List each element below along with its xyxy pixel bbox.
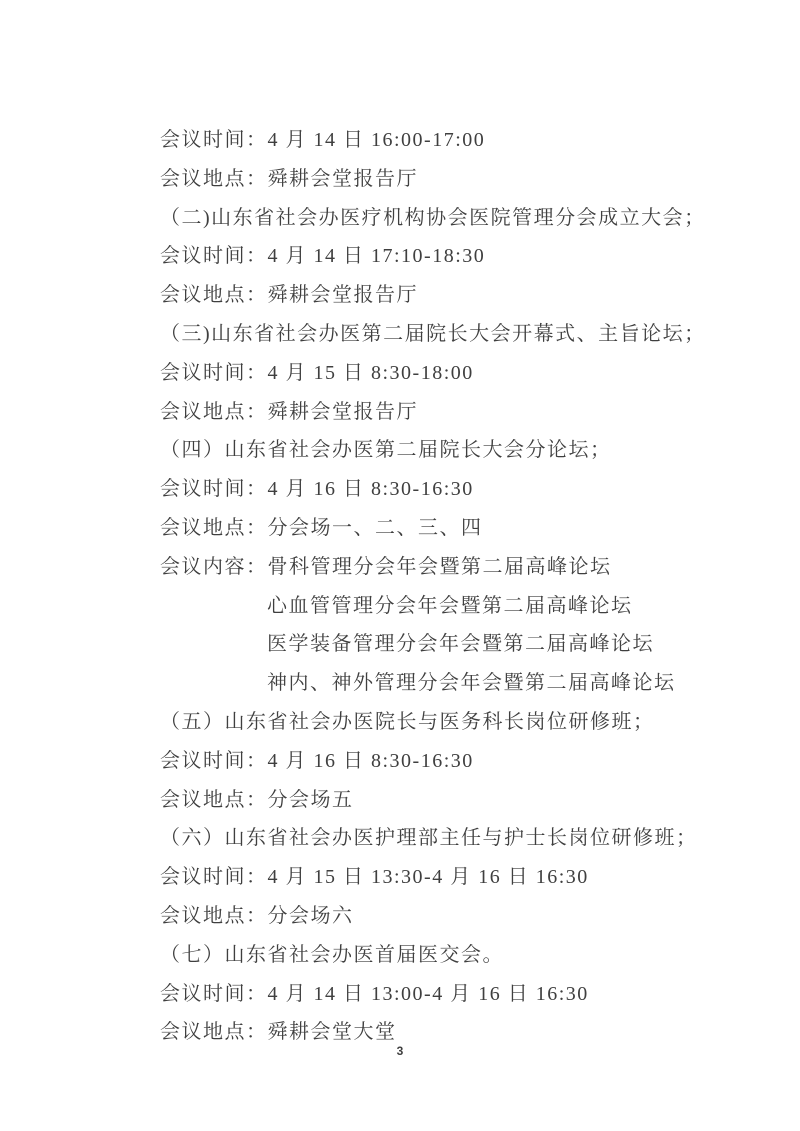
meeting-time-line: 会议时间：4 月 14 日 16:00-17:00 bbox=[160, 129, 486, 151]
meeting-title-line: （六）山东省社会办医护理部主任与护士长岗位研修班； bbox=[160, 827, 698, 850]
meeting-time-line: 会议时间：4 月 16 日 8:30-16:30 bbox=[160, 749, 474, 772]
meeting-title-line: （二)山东省社会办医疗机构协会医院管理分会成立大会； bbox=[160, 206, 706, 229]
meeting-location-line: 会议地点：分会场五 bbox=[160, 788, 354, 811]
document-body bbox=[160, 121, 760, 1052]
meeting-location-line: 会议地点：分会场一、二、三、四 bbox=[160, 516, 483, 539]
page-number: 3 bbox=[396, 1044, 404, 1058]
meeting-time-line: 会议时间：4 月 15 日 13:30-4 月 16 日 16:30 bbox=[160, 866, 589, 889]
meeting-time-line: 会议时间：4 月 14 日 17:10-18:30 bbox=[160, 245, 486, 268]
meeting-title-line: （五）山东省社会办医院长与医务科长岗位研修班； bbox=[160, 710, 655, 733]
meeting-location-line: 会议地点：舜耕会堂报告厅 bbox=[160, 167, 418, 190]
meeting-title-line: （七）山东省社会办医首届医交会。 bbox=[160, 943, 504, 966]
meeting-content-line: 会议内容：骨科管理分会年会暨第二届高峰论坛 bbox=[160, 555, 612, 578]
meeting-time-line: 会议时间：4 月 15 日 8:30-18:00 bbox=[160, 361, 474, 384]
meeting-content-continuation-line: 神内、神外管理分会年会暨第二届高峰论坛 bbox=[267, 672, 676, 695]
meeting-title-line: （四）山东省社会办医第二届院长大会分论坛； bbox=[160, 439, 612, 462]
meeting-time-line: 会议时间：4 月 14 日 13:00-4 月 16 日 16:30 bbox=[160, 982, 589, 1005]
meeting-time-line: 会议时间：4 月 16 日 8:30-16:30 bbox=[160, 478, 474, 501]
meeting-location-line: 会议地点：舜耕会堂报告厅 bbox=[160, 284, 418, 307]
meeting-content-continuation-line: 心血管管理分会年会暨第二届高峰论坛 bbox=[267, 594, 633, 617]
meeting-location-line: 会议地点：舜耕会堂报告厅 bbox=[160, 400, 418, 423]
meeting-location-line: 会议地点：舜耕会堂大堂 bbox=[160, 1021, 397, 1044]
meeting-location-line: 会议地点：分会场六 bbox=[160, 904, 354, 927]
meeting-content-continuation-line: 医学装备管理分会年会暨第二届高峰论坛 bbox=[267, 633, 654, 656]
meeting-title-line: （三)山东省社会办医第二届院长大会开幕式、主旨论坛； bbox=[160, 322, 706, 345]
